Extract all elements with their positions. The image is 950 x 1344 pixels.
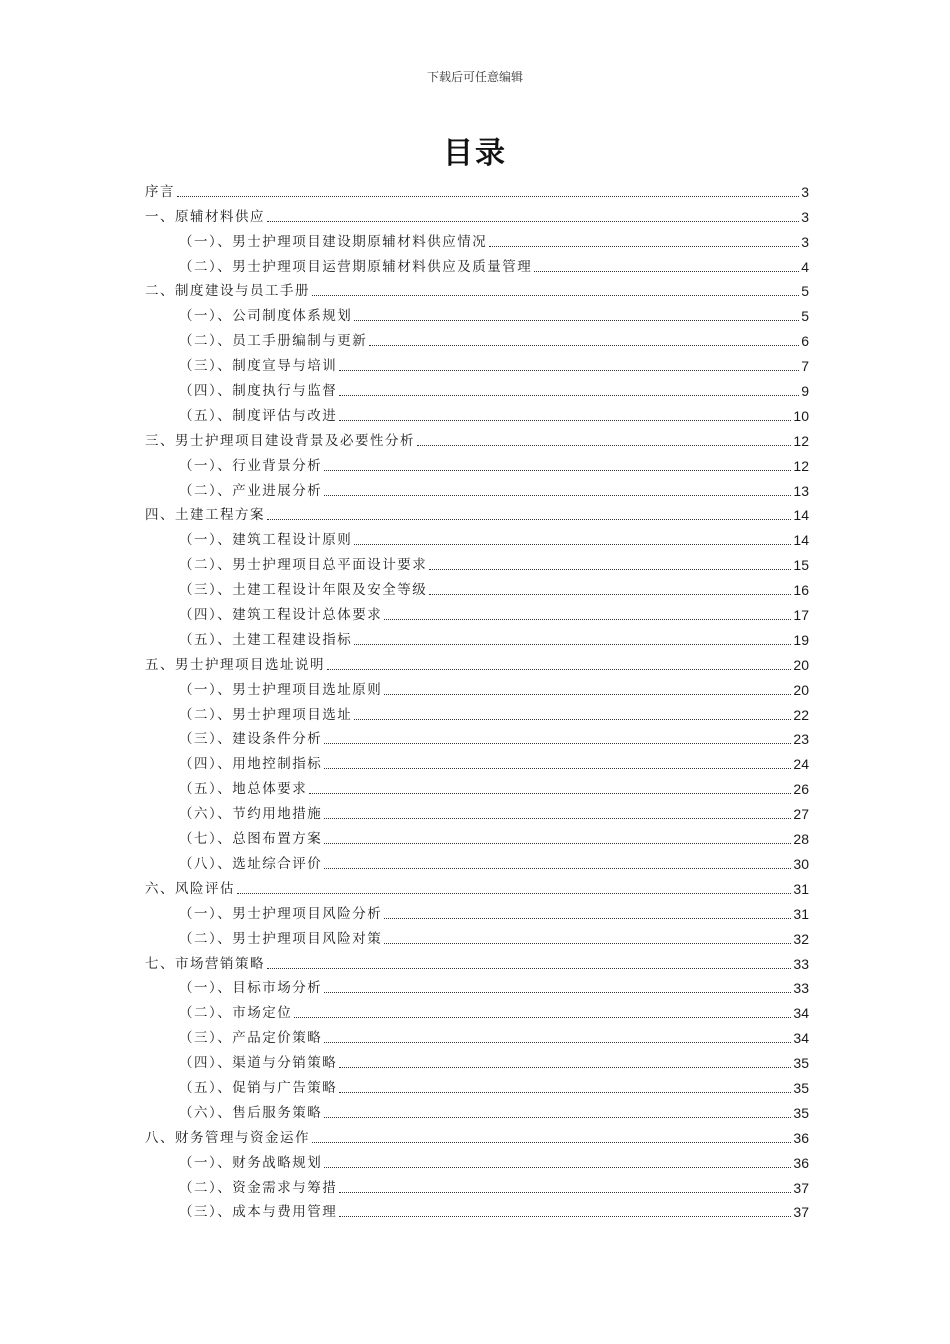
toc-leader-dots: [339, 1091, 791, 1093]
toc-leader-dots: [534, 270, 799, 272]
toc-entry[interactable]: [145, 823, 809, 848]
toc-entry[interactable]: [145, 1172, 809, 1197]
toc-leader-dots: [354, 643, 791, 645]
toc-entry-label: （一）、公司制度体系规划: [179, 308, 353, 325]
toc-entry-label: （五）、土建工程建设指标: [179, 631, 353, 648]
toc-entry[interactable]: [145, 549, 809, 574]
toc-entry-page: 35: [793, 1104, 809, 1121]
toc-entry-page: 15: [793, 557, 809, 574]
toc-leader-dots: [267, 518, 791, 520]
toc-entry-label: （四）、用地控制指标: [179, 756, 323, 773]
toc-entry[interactable]: [145, 997, 809, 1022]
toc-entry[interactable]: [145, 1022, 809, 1047]
toc-entry-page: 5: [801, 283, 809, 300]
toc-entry-page: 17: [793, 607, 809, 624]
toc-entry-label: （二）、男士护理项目运营期原辅材料供应及质量管理: [179, 258, 533, 275]
toc-entry-label: （二）、员工手册编制与更新: [179, 333, 368, 350]
toc-entry[interactable]: [145, 1197, 809, 1222]
toc-entry[interactable]: [145, 948, 809, 973]
toc-entry[interactable]: [145, 425, 809, 450]
toc-entry[interactable]: [145, 276, 809, 301]
toc-leader-dots: [324, 742, 791, 744]
toc-entry-label: （六）、售后服务策略: [179, 1104, 323, 1121]
toc-entry-page: 13: [793, 482, 809, 499]
toc-leader-dots: [327, 668, 791, 670]
toc-leader-dots: [384, 942, 791, 944]
toc-entry[interactable]: [145, 475, 809, 500]
toc-leader-dots: [429, 568, 791, 570]
toc-entry[interactable]: [145, 848, 809, 873]
toc-entry-label: （三）、建设条件分析: [179, 731, 323, 748]
toc-entry-page: 4: [801, 258, 809, 275]
toc-entry[interactable]: [145, 226, 809, 251]
toc-entry-page: 36: [793, 1154, 809, 1171]
page-title: 目录: [443, 136, 507, 171]
toc-leader-dots: [324, 817, 791, 819]
toc-leader-dots: [339, 369, 799, 371]
toc-entry[interactable]: [145, 400, 809, 425]
toc-entry-label: 六、风险评估: [145, 880, 235, 897]
toc-leader-dots: [339, 1215, 791, 1217]
toc-entry-page: 12: [793, 457, 809, 474]
toc-leader-dots: [339, 1066, 791, 1068]
toc-entry-label: 五、男士护理项目选址说明: [145, 656, 325, 673]
toc-leader-dots: [354, 543, 791, 545]
toc-entry-page: 10: [793, 407, 809, 424]
toc-entry-label: （三）、成本与费用管理: [179, 1204, 338, 1221]
toc-entry[interactable]: [145, 973, 809, 998]
toc-leader-dots: [324, 842, 791, 844]
toc-leader-dots: [324, 1116, 791, 1118]
toc-entry-label: （七）、总图布置方案: [179, 831, 323, 848]
toc-entry-label: 一、原辅材料供应: [145, 208, 265, 225]
header-note: 下载后可任意编辑: [426, 70, 523, 84]
toc-entry[interactable]: [145, 375, 809, 400]
toc-entry[interactable]: [145, 325, 809, 350]
toc-entry[interactable]: [145, 674, 809, 699]
toc-entry-label: （三）、土建工程设计年限及安全等级: [179, 582, 428, 599]
toc-entry[interactable]: [145, 251, 809, 276]
toc-entry-page: 14: [793, 532, 809, 549]
toc-leader-dots: [324, 1166, 791, 1168]
toc-entry-page: 3: [801, 233, 809, 250]
toc-entry[interactable]: [145, 524, 809, 549]
toc-entry-label: （三）、制度宣导与培训: [179, 358, 338, 375]
toc-entry-page: 33: [793, 955, 809, 972]
toc-leader-dots: [294, 1016, 791, 1018]
toc-leader-dots: [429, 593, 791, 595]
toc-leader-dots: [312, 1141, 791, 1143]
toc-entry-page: 19: [793, 631, 809, 648]
toc-entry-page: 36: [793, 1129, 809, 1146]
toc-entry-page: 35: [793, 1055, 809, 1072]
toc-entry-page: 33: [793, 980, 809, 997]
toc-leader-dots: [339, 419, 791, 421]
toc-leader-dots: [324, 469, 791, 471]
toc-entry[interactable]: [145, 748, 809, 773]
toc-entry-page: 30: [793, 855, 809, 872]
toc-entry-page: 22: [793, 706, 809, 723]
toc-entry-label: 二、制度建设与员工手册: [145, 283, 310, 300]
toc-leader-dots: [177, 195, 799, 197]
toc-leader-dots: [354, 718, 791, 720]
toc-entry-label: （一）、建筑工程设计原则: [179, 532, 353, 549]
toc-entry-page: 35: [793, 1079, 809, 1096]
toc-entry-label: 八、财务管理与资金运作: [145, 1129, 310, 1146]
toc-entry-page: 23: [793, 731, 809, 748]
toc-entry-label: （四）、渠道与分销策略: [179, 1055, 338, 1072]
toc-leader-dots: [324, 867, 791, 869]
toc-entry-label: （五）、制度评估与改进: [179, 407, 338, 424]
toc-entry-label: （二）、男士护理项目总平面设计要求: [179, 557, 428, 574]
toc-entry-label: （五）、地总体要求: [179, 781, 308, 798]
toc-entry-page: 24: [793, 756, 809, 773]
toc-entry[interactable]: [145, 649, 809, 674]
toc-entry-label: 七、市场营销策略: [145, 955, 265, 972]
toc-entry-label: （二）、资金需求与筹措: [179, 1179, 338, 1196]
toc-entry-label: （二）、男士护理项目选址: [179, 706, 353, 723]
toc-entry-label: 三、男士护理项目建设背景及必要性分析: [145, 432, 415, 449]
toc-leader-dots: [324, 494, 791, 496]
toc-entry[interactable]: [145, 599, 809, 624]
toc-leader-dots: [417, 444, 791, 446]
toc-entry-label: 序言: [145, 183, 175, 200]
toc-entry-page: 26: [793, 781, 809, 798]
toc-entry-page: 3: [801, 183, 809, 200]
toc-entry-page: 7: [801, 358, 809, 375]
toc-entry[interactable]: [145, 176, 809, 201]
toc-leader-dots: [309, 792, 791, 794]
toc-entry-page: 14: [793, 507, 809, 524]
toc-leader-dots: [384, 917, 791, 919]
toc-entry[interactable]: [145, 699, 809, 724]
toc-entry-page: 37: [793, 1179, 809, 1196]
toc-leader-dots: [324, 991, 791, 993]
toc-entry-page: 32: [793, 930, 809, 947]
toc-entry-label: （一）、目标市场分析: [179, 980, 323, 997]
toc-entry[interactable]: [145, 773, 809, 798]
toc-leader-dots: [267, 967, 791, 969]
toc-entry-page: 34: [793, 1030, 809, 1047]
toc-entry[interactable]: [145, 923, 809, 948]
toc-entry-page: 27: [793, 806, 809, 823]
toc-leader-dots: [489, 245, 799, 247]
toc-entry[interactable]: [145, 300, 809, 325]
toc-entry[interactable]: [145, 350, 809, 375]
toc-entry-page: 20: [793, 681, 809, 698]
toc-entry[interactable]: [145, 1047, 809, 1072]
toc-entry[interactable]: [145, 574, 809, 599]
toc-entry-page: 9: [801, 383, 809, 400]
toc-entry[interactable]: [145, 724, 809, 749]
toc-entry-label: 四、土建工程方案: [145, 507, 265, 524]
toc-entry-page: 34: [793, 1005, 809, 1022]
toc-entry-page: 5: [801, 308, 809, 325]
toc-entry[interactable]: [145, 201, 809, 226]
toc-entry[interactable]: [145, 1072, 809, 1097]
toc-leader-dots: [237, 892, 791, 894]
toc-entry-label: （一）、行业背景分析: [179, 457, 323, 474]
table-of-contents: [145, 176, 809, 1221]
toc-entry-label: （一）、财务战略规划: [179, 1154, 323, 1171]
toc-entry-label: （六）、节约用地措施: [179, 806, 323, 823]
toc-entry-label: （三）、产品定价策略: [179, 1030, 323, 1047]
toc-entry-label: （一）、男士护理项目风险分析: [179, 905, 383, 922]
toc-entry-label: （一）、男士护理项目选址原则: [179, 681, 383, 698]
toc-entry-label: （二）、产业进展分析: [179, 482, 323, 499]
toc-entry-label: （五）、促销与广告策略: [179, 1079, 338, 1096]
toc-entry[interactable]: [145, 624, 809, 649]
toc-leader-dots: [384, 618, 791, 620]
toc-entry-label: （二）、市场定位: [179, 1005, 293, 1022]
toc-leader-dots: [369, 344, 799, 346]
toc-entry-label: （四）、建筑工程设计总体要求: [179, 607, 383, 624]
toc-entry-page: 31: [793, 905, 809, 922]
toc-entry-page: 12: [793, 432, 809, 449]
toc-leader-dots: [354, 319, 799, 321]
toc-entry-page: 37: [793, 1204, 809, 1221]
toc-entry[interactable]: [145, 1122, 809, 1147]
toc-entry-label: （一）、男士护理项目建设期原辅材料供应情况: [179, 233, 488, 250]
toc-entry[interactable]: [145, 1147, 809, 1172]
toc-entry-label: （四）、制度执行与监督: [179, 383, 338, 400]
toc-entry-page: 28: [793, 831, 809, 848]
toc-entry[interactable]: [145, 798, 809, 823]
toc-entry[interactable]: [145, 450, 809, 475]
toc-entry-page: 31: [793, 880, 809, 897]
toc-leader-dots: [324, 767, 791, 769]
toc-leader-dots: [324, 1041, 791, 1043]
toc-entry-label: （八）、选址综合评价: [179, 855, 323, 872]
toc-entry[interactable]: [145, 898, 809, 923]
toc-leader-dots: [339, 394, 799, 396]
toc-entry-page: 3: [801, 208, 809, 225]
toc-entry-page: 20: [793, 656, 809, 673]
toc-entry[interactable]: [145, 873, 809, 898]
toc-entry-label: （二）、男士护理项目风险对策: [179, 930, 383, 947]
toc-leader-dots: [339, 1191, 791, 1193]
toc-leader-dots: [384, 693, 791, 695]
toc-entry[interactable]: [145, 500, 809, 525]
toc-leader-dots: [267, 220, 799, 222]
toc-leader-dots: [312, 294, 799, 296]
toc-entry[interactable]: [145, 1097, 809, 1122]
toc-entry-page: 16: [793, 582, 809, 599]
toc-entry-page: 6: [801, 333, 809, 350]
